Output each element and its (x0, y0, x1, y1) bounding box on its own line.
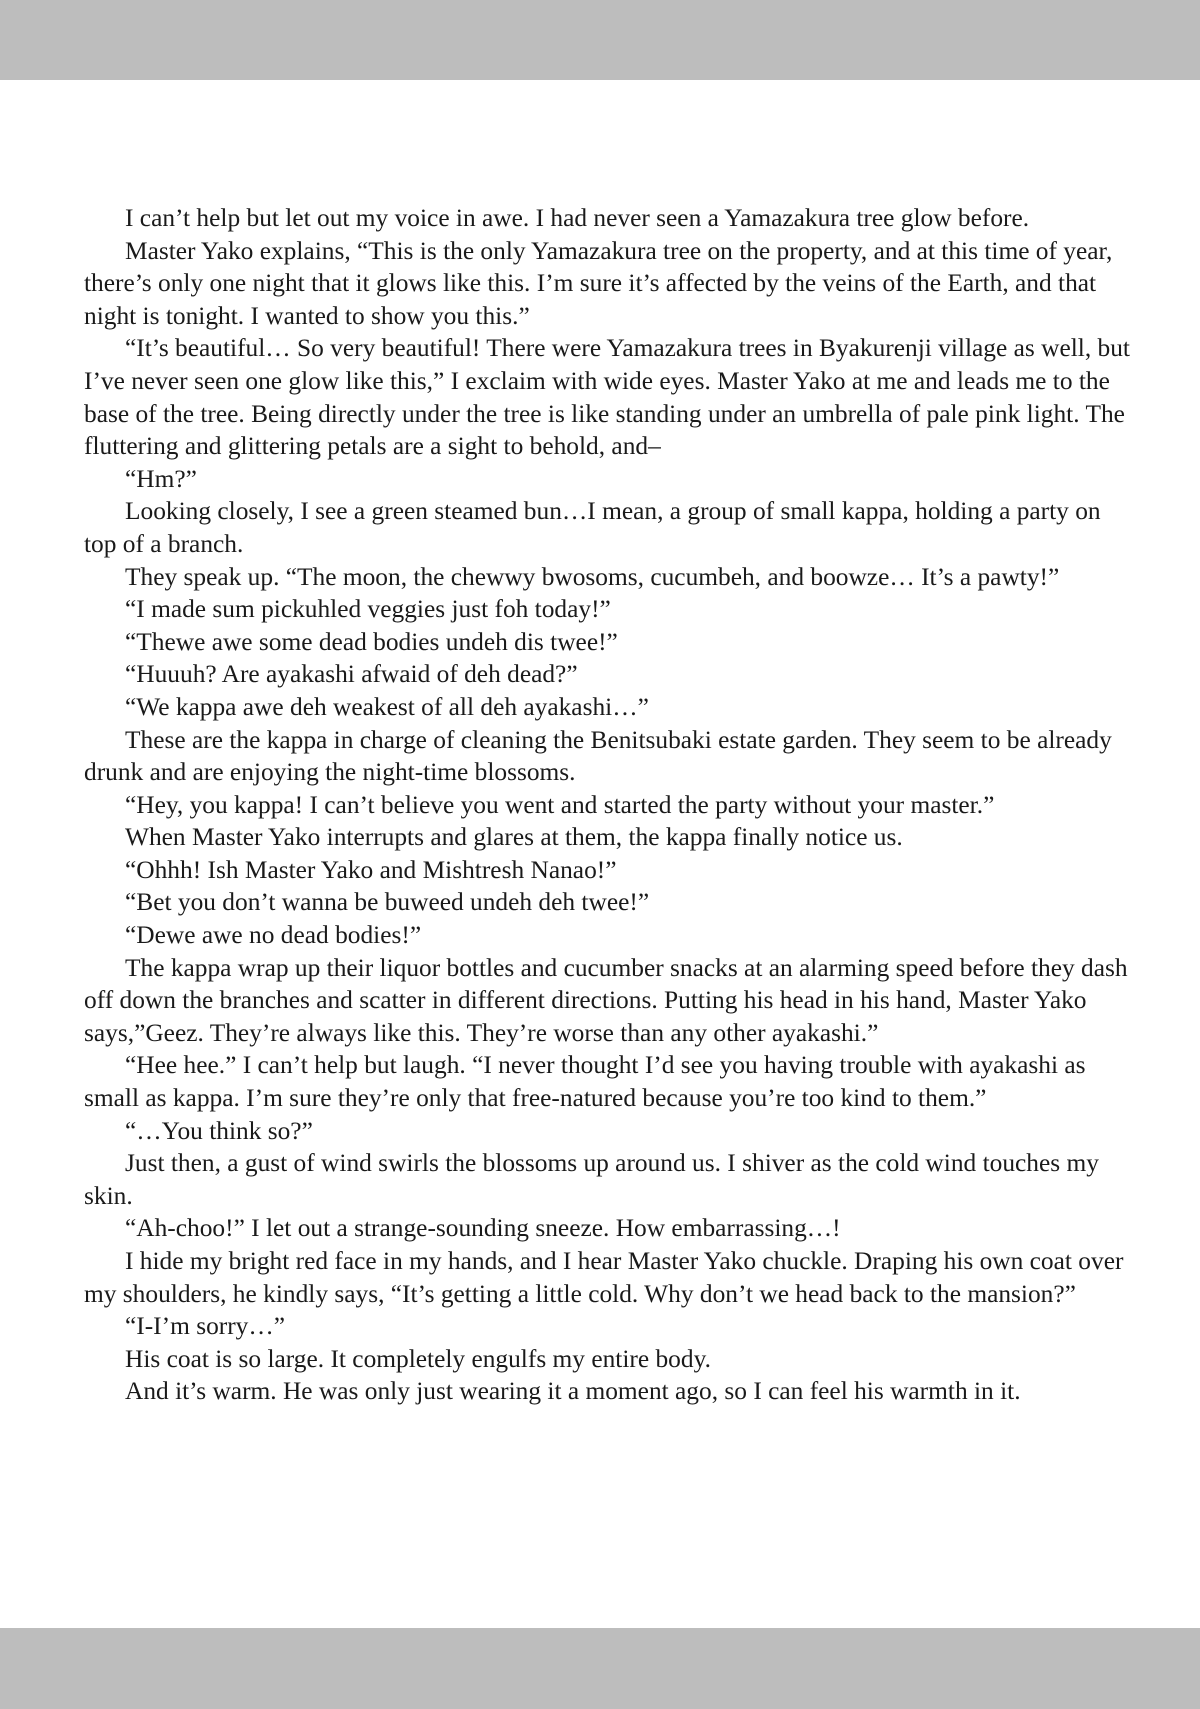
paragraph: I can’t help but let out my voice in awe. I had never seen a Yamazakura tree glow before. (125, 204, 1030, 232)
paragraph: “Huuuh? Are ayakashi afwaid of deh dead?” (125, 660, 578, 689)
paragraph: Just then, a gust of wind swirls the blossoms up around us. I shiver as the cold wind touches my skin. (84, 1149, 1099, 1210)
paragraph: “Bet you don’t wanna be buweed undeh deh twee!” (125, 888, 650, 917)
paragraph: “Dewe awe no dead bodies!” (125, 921, 422, 950)
paragraph: I hide my bright red face in my hands, and I hear Master Yako chuckle. Draping his own coat over my shoulders, he kindly says, “It’s getting a little cold. Why don’t we head back to the mansion?” (84, 1247, 1124, 1308)
paragraph: They speak up. “The moon, the chewwy bwosoms, cucumbeh, and boowze… It’s a pawty!” (125, 562, 1060, 591)
paragraph: “I made sum pickuhled veggies just foh today!” (125, 595, 611, 624)
paragraph: These are the kappa in charge of cleaning the Benitsubaki estate garden. They seem to be already drunk and are enjoying the night-time blossoms. (84, 725, 1112, 787)
paragraph: “Thewe awe some dead bodies undeh dis twee!” (125, 627, 618, 656)
paragraph: “Ah-choo!” I let out a strange-sounding sneeze. How embarrassing…! (125, 1214, 841, 1243)
paragraph: And it’s warm. He was only just wearing it a moment ago, so I can feel his warmth in it. (125, 1377, 1021, 1406)
paragraph: “Hey, you kappa! I can’t believe you went and started the party without your master.” (125, 790, 995, 819)
paragraph: “I-I’m sorry…” (125, 1312, 286, 1341)
paragraph: “Hm?” (125, 464, 197, 493)
paragraph: Looking closely, I see a green steamed bun…I mean, a group of small kappa, holding a party on top of a branch. (84, 497, 1101, 558)
paragraph: “…You think so?” (125, 1116, 313, 1145)
paragraph: Master Yako explains, “This is the only Yamazakura tree on the property, and at this time of year, there’s only one night that it glows like this. I’m sure it’s affected by the veins of the Earth, and that night is tonight. I wanted to show you this.” (84, 236, 1113, 330)
paragraph: “We kappa awe deh weakest of all deh ayakashi…” (125, 692, 649, 721)
paragraph: When Master Yako interrupts and glares at them, the kappa finally notice us. (125, 823, 903, 852)
paragraph: “It’s beautiful… So very beautiful! There were Yamazakura trees in Byakurenji village as well, but I’ve never seen one glow like this,” I exclaim with wide eyes. Master Yako at me and leads me to the base of the tree. Being directly under the tree is like standing under an umbrella of pale pink light. The fluttering and glittering petals are a sight to behold, and– (84, 334, 1130, 461)
body-text (84, 202, 1134, 1408)
paragraph: “Ohhh! Ish Master Yako and Mishtresh Nanao!” (125, 855, 617, 884)
paragraph: The kappa wrap up their liquor bottles and cucumber snacks at an alarming speed before they dash off down the branches and scatter in different directions. Putting his head in his hand, Master Yako says,”Geez. They’re always like this. They’re worse than any other ayakashi.” (84, 953, 1128, 1047)
bottom-margin-bar (0, 1628, 1200, 1709)
paragraph: His coat is so large. It completely engulfs my entire body. (125, 1344, 711, 1373)
top-margin-bar (0, 0, 1200, 80)
book-page (0, 80, 1200, 1628)
paragraph: “Hee hee.” I can’t help but laugh. “I never thought I’d see you having trouble with ayakashi as small as kappa. I’m sure they’re only that free-natured because you’re too kind to them.” (84, 1051, 1086, 1113)
